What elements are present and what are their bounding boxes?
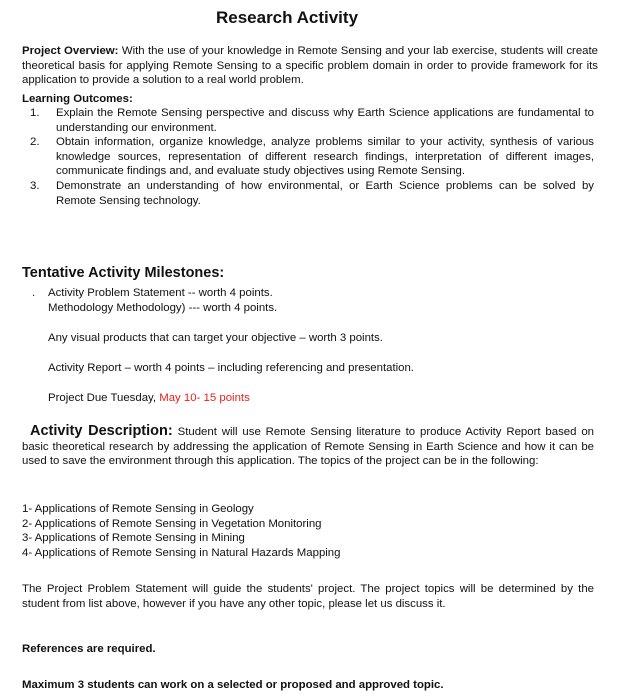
milestone-activity-report: Activity Report – worth 4 points – including referencing and presentation. xyxy=(48,362,414,374)
bullet-icon: . xyxy=(32,287,36,299)
milestone-problem-statement xyxy=(32,286,588,301)
list-item: 2- Applications of Remote Sensing in Vegetation Monitoring xyxy=(22,517,322,530)
page-title: Research Activity xyxy=(215,8,359,27)
activity-description-text: Student will use Remote Sensing literature to produce Activity Report based on basic theoretical research by addressing the application of Remote Sensing in Earth Science and how it can be used to save the environment through this application. The topics of the project can be in the following: xyxy=(22,426,594,468)
learning-outcomes-heading: Learning Outcomes: xyxy=(22,93,133,105)
list-item-number: 1. xyxy=(30,107,40,119)
project-overview-text: With the use of your knowledge in Remote Sensing and your lab exercise, students will create theoretical basis for applying Remote Sensing to a specific problem domain in order to provide framework for its application to provide a solution to a real world problem. xyxy=(22,45,599,87)
learning-outcomes-list xyxy=(22,106,594,208)
list-item xyxy=(22,106,594,135)
topics-list xyxy=(22,502,582,560)
project-guidance: The Project Problem Statement will guide the students' project. The project topics will be determined by the student from list above, however if you have any other topic, please let us discuss it. xyxy=(22,583,594,610)
milestone-text: Activity Problem Statement -- worth 4 points. xyxy=(48,287,273,299)
project-overview xyxy=(22,44,598,88)
activity-description-label xyxy=(30,423,173,439)
list-item: 3- Applications of Remote Sensing in Mining xyxy=(22,532,245,545)
list-item-number: 3. xyxy=(30,179,40,192)
due-date-highlight: May 10- 15 points xyxy=(159,392,250,404)
list-item-text: Obtain information, organize knowledge, analyze problems similar to your activity, synthesis of various knowledge sources, representation of different research findings, interpretation of different images, communicate findings and, and evaluate study objectives using Remote Sensing. xyxy=(56,136,594,178)
list-item-text: Explain the Remote Sensing perspective and discuss why Earth Science applications are fundamental to understanding our environment. xyxy=(56,107,594,134)
milestone-visual-products: Any visual products that can target your objective – worth 3 points. xyxy=(48,332,383,344)
list-item: 4- Applications of Remote Sensing in Natural Hazards Mapping xyxy=(22,546,341,559)
activity-description-colon: : xyxy=(167,423,173,439)
activity-description-label-text: Activity Description xyxy=(30,423,168,439)
milestone-due-date xyxy=(48,391,588,406)
list-item xyxy=(22,135,594,179)
list-item-text: Demonstrate an understanding of how environmental, or Earth Science problems can be solved by Remote Sensing technology. xyxy=(56,179,594,207)
due-date-prefix: Project Due Tuesday, xyxy=(48,392,157,404)
milestones-heading: Tentative Activity Milestones: xyxy=(22,265,225,281)
references-note: References are required. xyxy=(22,643,156,655)
milestone-methodology: Methodology Methodology) --- worth 4 points. xyxy=(48,302,278,314)
project-overview-label: Project Overview: xyxy=(22,45,119,57)
list-item xyxy=(22,179,594,208)
activity-description xyxy=(22,424,594,469)
list-item-number: 2. xyxy=(30,136,40,149)
group-size-note: Maximum 3 students can work on a selected or proposed and approved topic. xyxy=(22,679,444,691)
list-item: 1- Applications of Remote Sensing in Geology xyxy=(22,503,254,515)
